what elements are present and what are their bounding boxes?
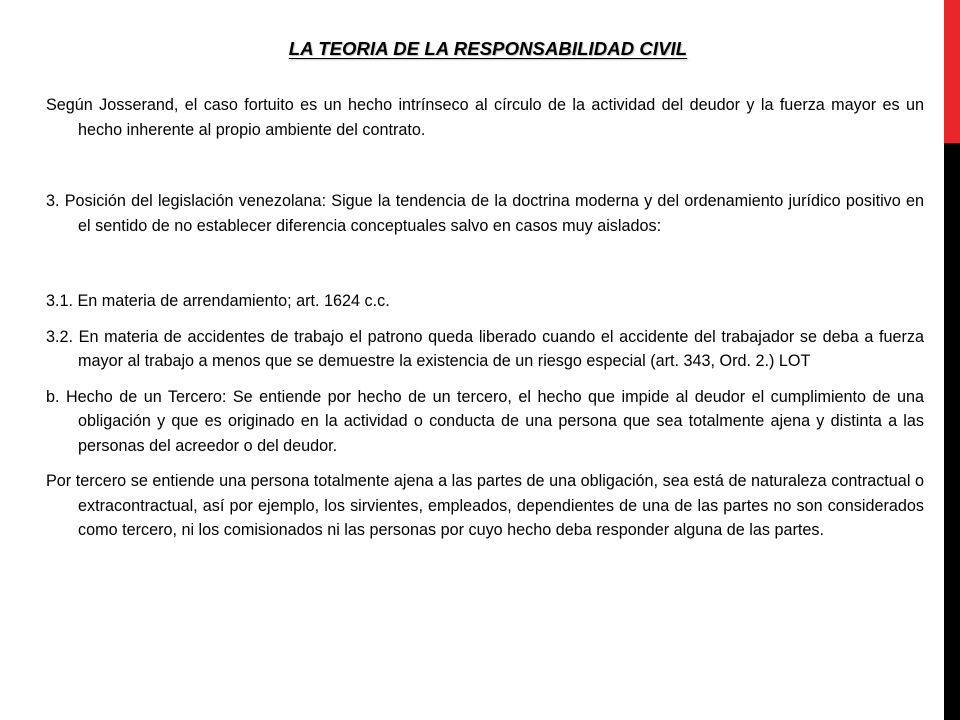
side-accent-black <box>944 143 960 720</box>
paragraph-arrendamiento: 3.1. En materia de arrendamiento; art. 1624 c.c. <box>46 292 390 310</box>
slide-title: LA TEORIA DE LA RESPONSABILIDAD CIVIL <box>288 38 688 59</box>
paragraph-posicion-legislacion: 3. Posición del legislación venezolana: Sigue la tendencia de la doctrina moderna y del ordenamiento jurídico positivo en el sentido de no establecer diferencia conceptuales salvo en casos muy aislados: <box>46 192 924 235</box>
slide-body <box>46 93 924 543</box>
paragraph-definicion-tercero: Por tercero se entiende una persona totalmente ajena a las partes de una obligación, sea está de naturaleza contractual o extracontractual, así por ejemplo, los sirvientes, empleados, dependientes de una de las partes no son considerados como tercero, ni los comisionados ni las personas por cuyo hecho deba responder alguna de las partes. <box>46 472 924 539</box>
paragraph-hecho-tercero: b. Hecho de un Tercero: Se entiende por hecho de un tercero, el hecho que impide al deudor el cumplimiento de una obligación y que es originado en la actividad o conducta de una persona que sea totalmente ajena y distinta a las personas del acreedor o del deudor. <box>46 387 924 455</box>
paragraph-josserand: Según Josserand, el caso fortuito es un hecho intrínseco al círculo de la actividad del deudor y la fuerza mayor es un hecho inherente al propio ambiente del contrato. <box>46 96 924 139</box>
side-accent-bar <box>944 0 960 720</box>
side-accent-red <box>944 0 960 143</box>
paragraph-accidentes-trabajo: 3.2. En materia de accidentes de trabajo el patrono queda liberado cuando el accidente del trabajador se deba a fuerza mayor al trabajo a menos que se demuestre la existencia de un riesgo especial (art. 343, Ord. 2.) LOT <box>46 327 924 370</box>
